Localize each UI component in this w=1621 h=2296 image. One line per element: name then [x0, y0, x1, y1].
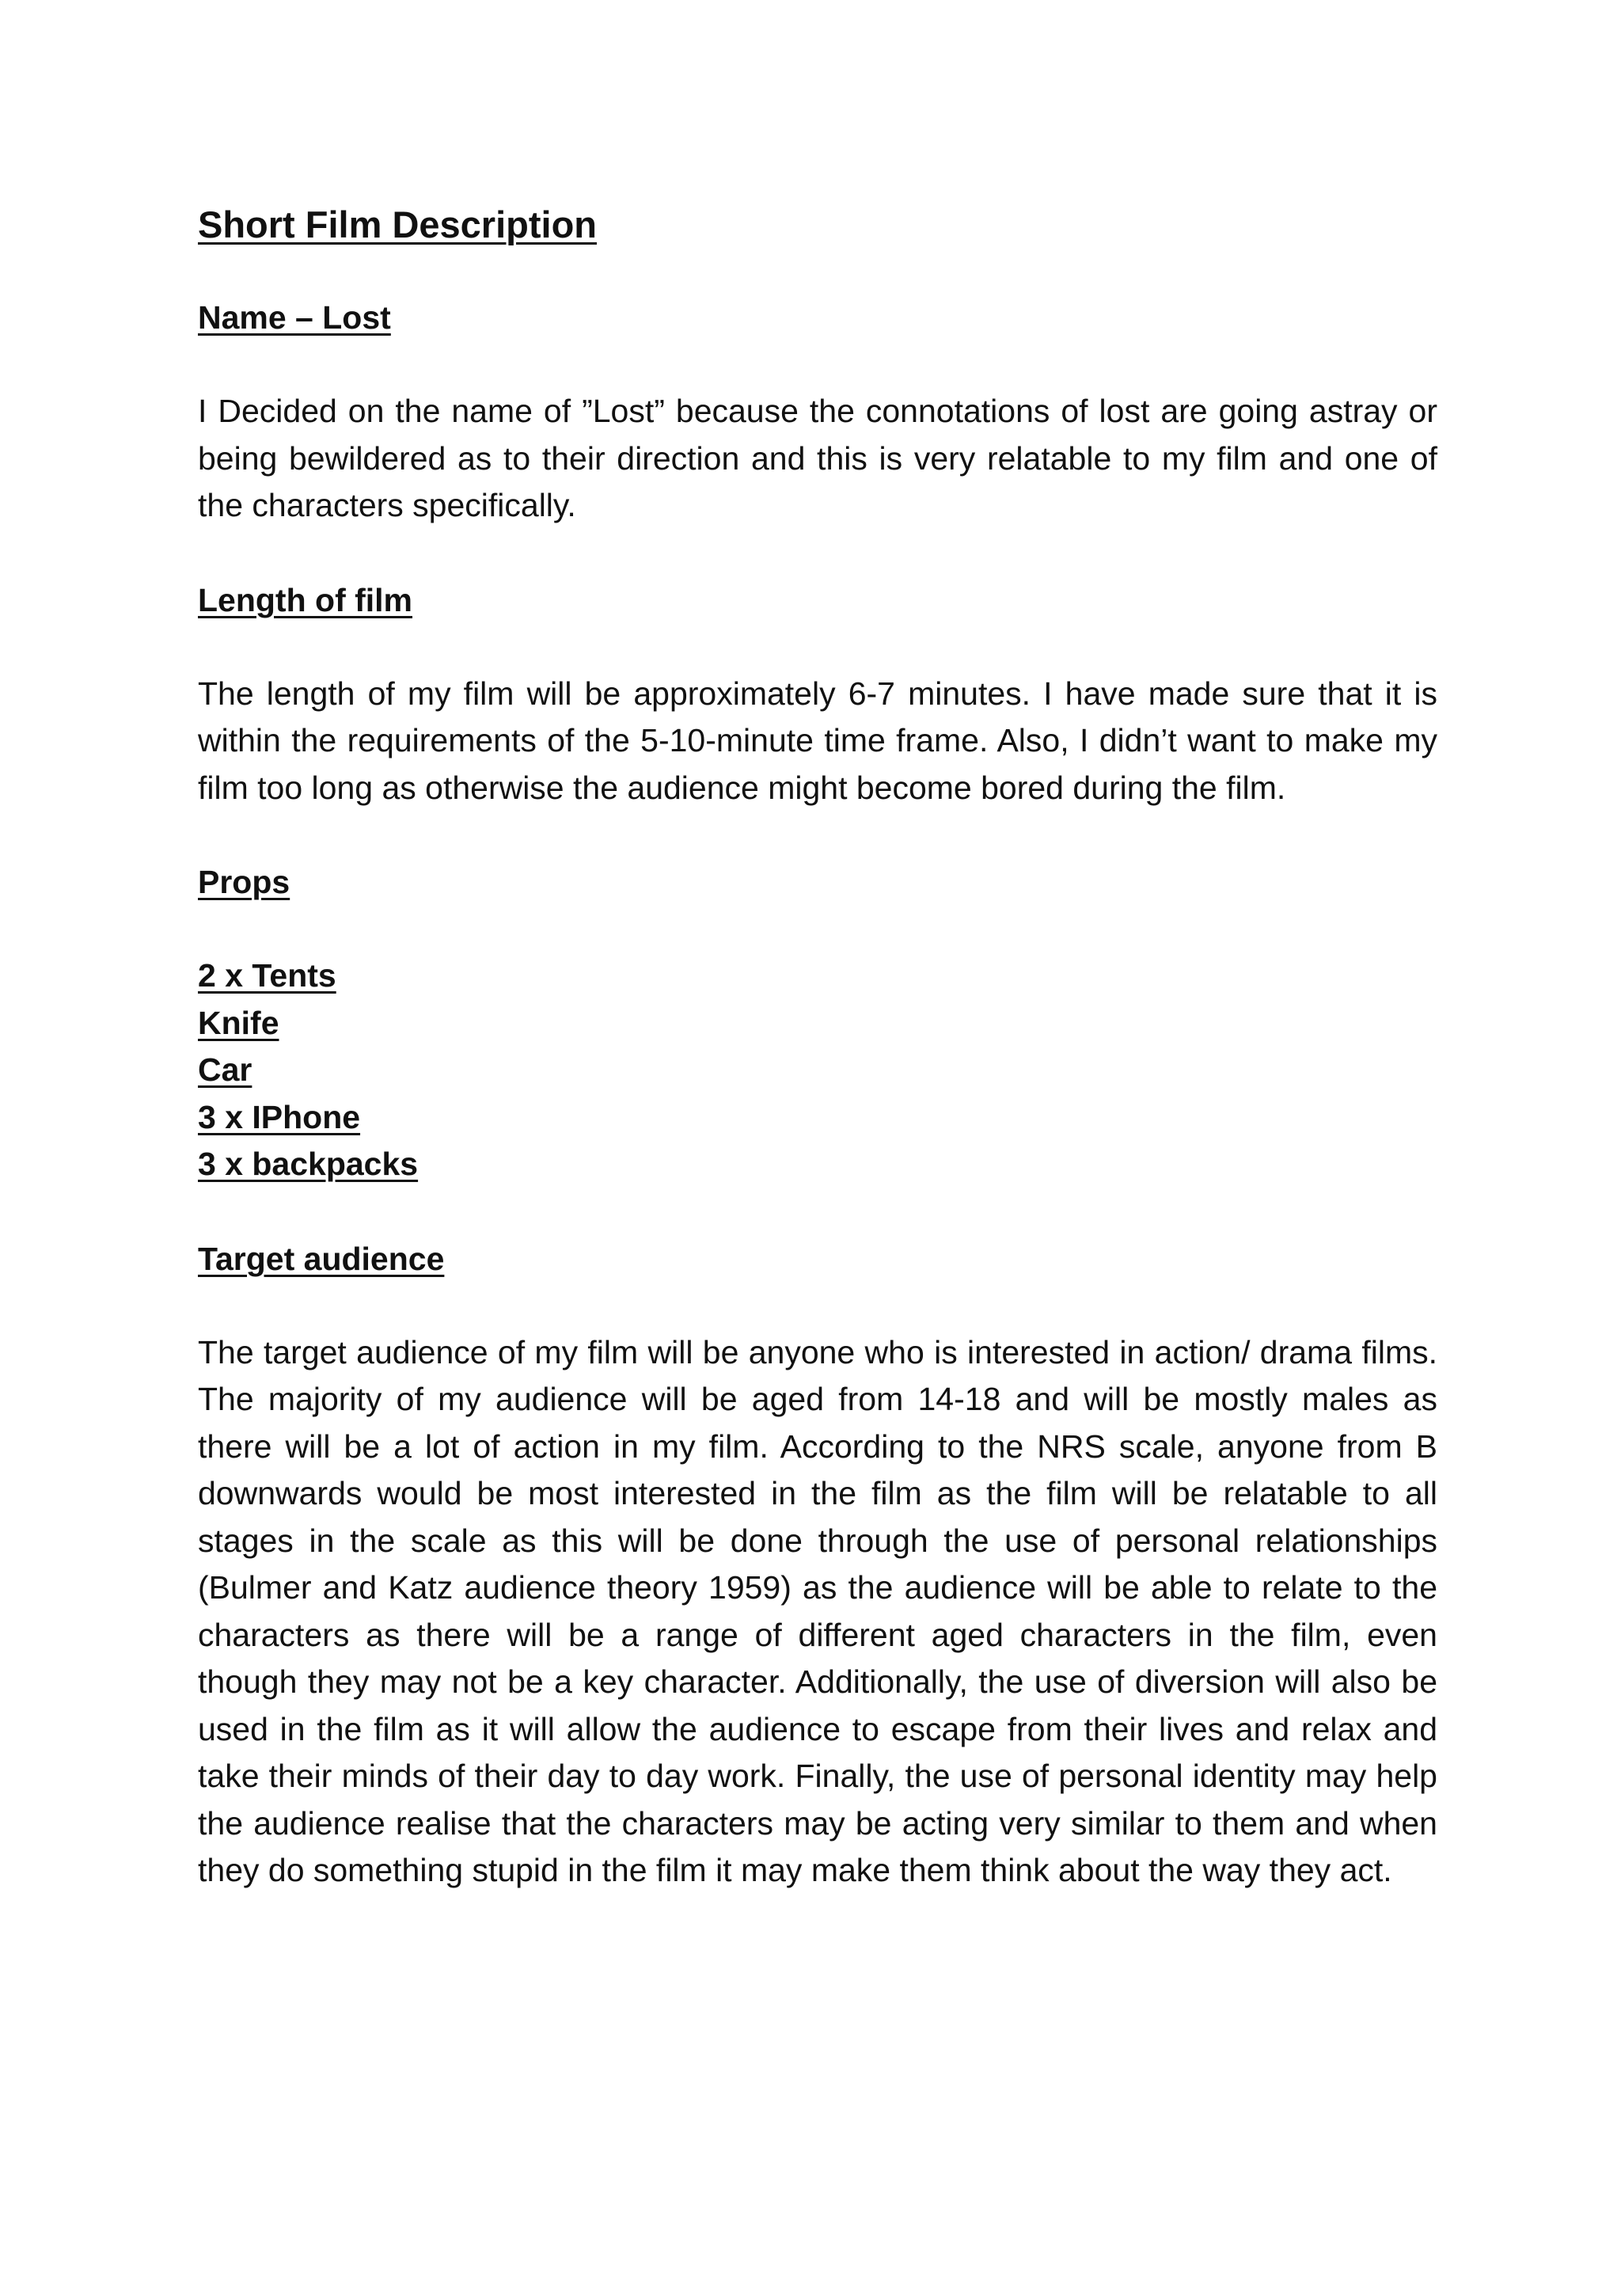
paragraph-name: I Decided on the name of ”Lost” because the connotations of lost are going astray or being bewildered as to their direction and this is very relatable to my film and one of the characters specifically.: [198, 393, 1437, 523]
props-list-item: 3 x IPhone: [198, 1098, 361, 1135]
page-title: Short Film Description: [198, 203, 597, 245]
section-heading-length: Length of film: [198, 581, 413, 618]
props-list-item: Knife: [198, 1004, 279, 1041]
section-heading-name: Name – Lost: [198, 299, 391, 336]
paragraph-target-audience: The target audience of my film will be anyone who is interested in action/ drama films. The majority of my audience will be aged from 14-18 and will be mostly males as there will be a lot of action in my film. According to the NRS scale, anyone from B downwards would be most interested in the film as the film will be relatable to all stages in the scale as this will be done through the use of personal relationships (Bulmer and Katz audience theory 1959) as the audience will be able to relate to the characters as there will be a range of different aged characters in the film, even though they may not be a key character. Additionally, the use of diversion will also be used in the film as it will allow the audience to escape from their lives and relax and take their minds of their day to day work. Finally, the use of personal identity may help the audience realise that the characters may be acting very similar to them and when they do something stupid in the film it may make them think about the way they act.: [198, 1333, 1437, 1888]
props-list: [198, 952, 1437, 1188]
props-list-item: Car: [198, 1051, 252, 1088]
paragraph-length: The length of my film will be approximately 6-7 minutes. I have made sure that it is within the requirements of the 5-10-minute time frame. Also, I didn’t want to make my film too long as otherwise the audience might become bored during the film.: [198, 675, 1437, 806]
props-list-item: 3 x backpacks: [198, 1146, 419, 1182]
section-heading-props: Props: [198, 864, 290, 900]
section-heading-target-audience: Target audience: [198, 1240, 445, 1277]
props-list-item: 2 x Tents: [198, 957, 336, 994]
